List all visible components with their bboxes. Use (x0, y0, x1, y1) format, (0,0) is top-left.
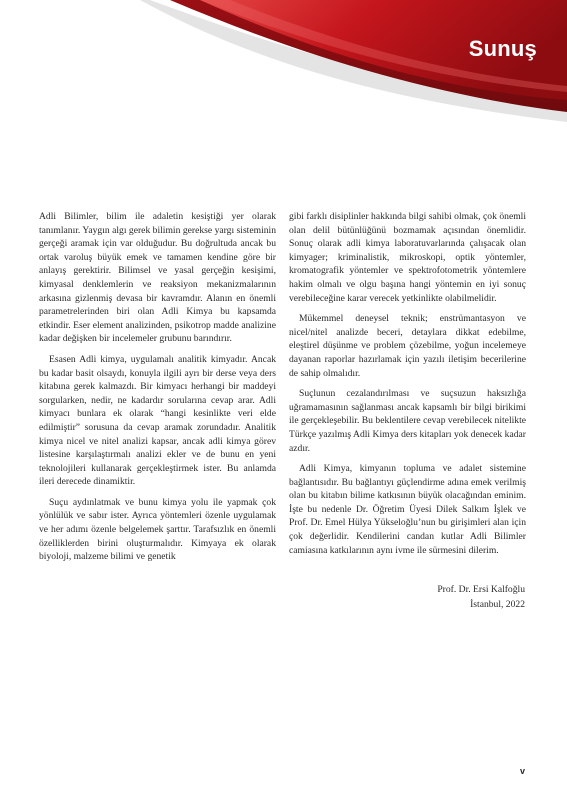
author-name: Prof. Dr. Ersi Kalfoğlu (437, 584, 525, 595)
paragraph: Mükemmel deneysel teknik; enstrümantasyon ve nicel/nitel analizde beceri, detaylara dikkat edebilme, eleştirel düşünme ve problem çözebilme, yoğun incelemeye dayanan raporlar hazırlamak için yazılı iletişim becerilerine de sahip olmalıdır. (289, 313, 526, 379)
header-wave-graphic (0, 0, 567, 135)
text-column-left (39, 210, 276, 571)
page-number: v (519, 766, 525, 776)
paragraph: Adli Kimya, kimyanın topluma ve adalet sistemine bağlantısıdır. Bu bağlantıyı güçlendirme adına emek verilmiş olan bu kitabın bilime katkısının büyük olacağından eminim. İşte bu nedenle Dr. Öğretim Üyesi Dilek Salkım İşlek ve Prof. Dr. Emel Hülya Yükseloğlu’nun bu girişimleri alan için çok değerlidir. Kendilerini candan kutlar Adli Bilimler camiasına katkılarının aynı ivme ile sürmesini dilerim. (289, 463, 526, 556)
paragraph: Suçlunun cezalandırılması ve suçsuzun haksızlığa uğramamasının sağlanması ancak kapsamlı bir bilgi birikimi ile gerçekleşebilir. Bu beklentilere cevap verebilecek nitelikte Türkçe yazılmış Adli Kimya ders kitapları yok denecek kadar azdır. (289, 388, 526, 454)
paragraph: Adli Bilimler, bilim ile adaletin kesiştiği yer olarak tanımlanır. Yaygın algı gerek bilimin gerekse yargı sisteminin gerçeği aramak için var olduğudur. Bu doğrultuda ancak bu ortak varoluş büyük emek ve tamamen kendine göre bir anlayış gerektirir. Bilimsel ve yasal gerçeğin kesişimi, kimyasal denklemlerin ve reaksiyon mekanizmalarının arkasına gizlenmiş devasa bir kavramdır. Alanın en önemli parametrelerinden biri olan Adli Kimya bu kapsamda etkindir. Eser element analizinden, psikotrop madde analizine kadar değişken bir incelemeler grubunu barındırır. (39, 211, 276, 345)
signature-block (437, 583, 525, 612)
text-column-right (289, 210, 526, 564)
paragraph: gibi farklı disiplinler hakkında bilgi sahibi olmak, çok önemli olan delil bütünlüğünü bozmamak açısından önemlidir. Sonuç olarak adli kimya laboratuvarlarında çalışacak olan kimyager; kriminalistik, mikroskopi, optik yöntemler, kromatografik yöntemler ve spektrofotometrik yöntemlere hakim olmalı ve olgu başına hangi yöntemin en iyi sonuç verebileceğine karar verecek yetkinlikte olabilmelidir. (289, 211, 526, 304)
paragraph: Esasen Adli kimya, uygulamalı analitik kimyadır. Ancak bu kadar basit olsaydı, konuyla ilgili ayrı bir derse veya ders kitabına gerek kalmazdı. Bir kimyacı herhangi bir maddeyi sorgularken, nedir, ne kadardır sorularına cevap arar. Adli kimyacı bunlara ek olarak “hangi kesinlikte veri elde edilmiştir” sorusuna da cevap aramak zorundadır. Analitik kimya nicel ve nitel analizi kapsar, ancak adli kimya görev listesine karşılaştırmalı analizi ekler ve de bunu en yeni teknolojileri kullanarak gerçekleştirmek ister. Bu anlamda ileri derecede dinamiktir. (39, 353, 276, 488)
paragraph: Suçu aydınlatmak ve bunu kimya yolu ile yapmak çok yönlülük ve sabır ister. Ayrıca yöntemleri özenle uygulamak ve her adımı özenle belgelemek şarttır. Tarafsızlık en önemli özelliklerden birini oluşturmalıdır. Kimyaya ek olarak biyoloji, malzeme bilimi ve genetik (39, 496, 276, 563)
page-title: Sunuş (468, 36, 537, 61)
place-date: İstanbul, 2022 (470, 598, 525, 610)
